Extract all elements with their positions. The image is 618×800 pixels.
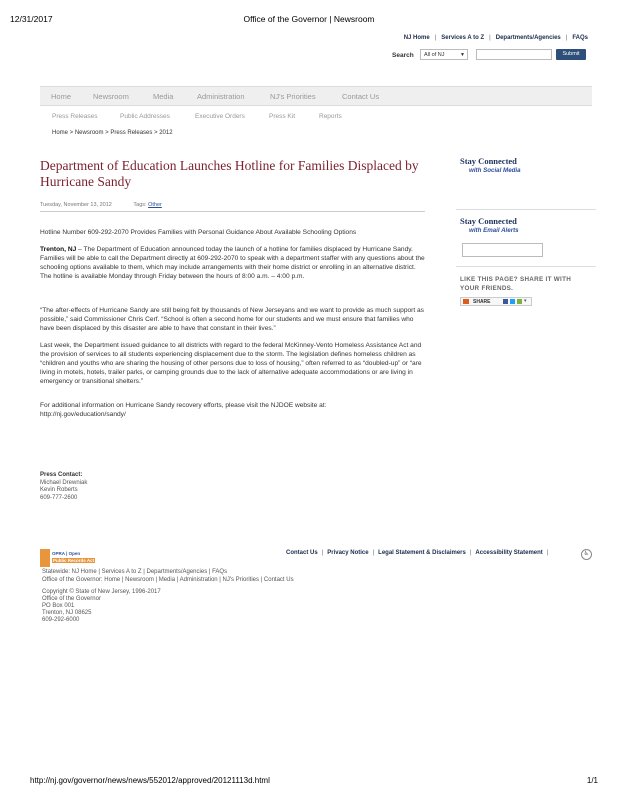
print-date: 12/31/2017 [10,14,53,24]
nav-item-home[interactable]: Home [51,92,72,101]
footer-nav-governor[interactable]: Office of the Governor: Home | Newsroom | Media | Administration | NJ's Priorities | Contact Us [42,576,294,583]
po-box: PO Box 001 [42,603,75,609]
opra-badge-icon [40,549,50,567]
share-icon [463,299,469,304]
separator: | [469,550,472,556]
opra-logo-text: OPRA | Open [52,551,81,556]
njdoe-link[interactable]: http://nj.gov/education/sandy/ [40,411,126,418]
opra-logo-text: Public Records Act [53,558,95,563]
footer-links [286,550,552,556]
twitter-icon [510,299,515,304]
article-subhead: Hotline Number 609-292-2070 Provides Families with Personal Guidance About Available Schooling Options [40,229,357,236]
copyright: Copyright © State of New Jersey, 1996-2017 [42,589,161,595]
article-paragraph [40,245,425,281]
separator: | [372,550,375,556]
tag-link-other[interactable]: Other [148,202,162,208]
subnav-reports[interactable]: Reports [319,113,342,120]
print-title: Office of the Governor | Newsroom [243,14,375,24]
tags-label: Tags: [133,202,147,208]
office-phone: 609-292-6000 [42,617,80,623]
email-alert-input[interactable] [462,243,543,257]
article-paragraph: “The after-effects of Hurricane Sandy are still being felt by thousands of New Jerseyans and we want to provide as much support as possible,” said Commissioner Chris Cerf. “School is often a second home for our students and we must ensure that families who have been displaced by this disaster are able to have that constant in their lives.” [40,307,424,332]
separator: | [434,35,437,41]
dateline: Trenton, NJ [40,246,77,253]
search-scope-select[interactable] [420,49,468,60]
utility-link-nj-home[interactable]: NJ Home [403,35,430,41]
page-title: Department of Education Launches Hotline for Families Displaced by Hurricane Sandy [40,158,419,189]
divider [40,211,425,212]
article-date: Tuesday, November 13, 2012 [40,202,112,208]
footer-nav-statewide[interactable]: Statewide: NJ Home | Services A to Z | Departments/Agencies | FAQs [42,569,228,575]
footer-link-accessibility[interactable]: Accessibility Statement [475,550,543,556]
utility-link-departments[interactable]: Departments/Agencies [495,35,561,41]
accessibility-icon[interactable]: ♿ [581,549,592,560]
article-paragraph: For additional information on Hurricane Sandy recovery efforts, please visit the NJDOE website at: [40,402,327,409]
contact-phone: 609-777-2600 [40,494,78,501]
subnav-press-releases[interactable]: Press Releases [52,113,98,120]
chevron-down-icon: ▼ [460,52,465,58]
stay-connected-email-title: Stay Connected [460,216,517,226]
opra-logo[interactable] [40,549,95,567]
footer-link-legal[interactable]: Legal Statement & Disclaimers [378,550,466,556]
contact-name: Kevin Roberts [40,487,78,493]
share-label: SHARE [473,299,491,305]
nav-item-media[interactable]: Media [153,92,174,101]
article-paragraph: Last week, the Department issued guidance to all districts with regard to the federal McKinney-Vento Homeless Assistance Act and the provision of services to all students experiencing displacement due to the storm. The legislation defines homeless children as “children and youths who are sharing the housing of other persons due to loss of housing,” often referred to as “doubled-up” or “are living in motels, hotels, trailer parks, or camping grounds due to the lack of alternative adequate accommodations or are living in emergency or transitional shelters.” [40,342,422,385]
footer-link-contact[interactable]: Contact Us [286,550,318,556]
subnav-public-addresses[interactable]: Public Addresses [120,113,170,120]
search-input[interactable] [476,49,552,60]
footer-address [42,589,161,624]
stay-connected-social-title: Stay Connected [460,156,517,166]
search-label: Search [392,52,414,59]
subnav-press-kit[interactable]: Press Kit [269,113,296,120]
footer-link-privacy[interactable]: Privacy Notice [327,550,369,556]
nav-item-administration[interactable]: Administration [197,92,245,101]
share-prompt: LIKE THIS PAGE? SHARE IT WITH YOUR FRIENDS. [460,276,572,292]
main-nav [40,86,592,106]
utility-link-faqs[interactable]: FAQs [572,35,588,41]
share-button[interactable] [460,297,532,306]
utility-link-services[interactable]: Services A to Z [441,35,485,41]
search-scope-value: All of NJ [424,52,445,58]
nav-item-newsroom[interactable]: Newsroom [93,92,129,101]
contact-name: Michael Drewniak [40,479,88,486]
nav-item-priorities[interactable]: NJ's Priorities [270,92,316,101]
stay-connected-social-sub[interactable]: with Social Media [469,167,521,174]
nav-item-contact[interactable]: Contact Us [342,92,380,101]
separator: | [489,35,491,41]
chevron-down-icon: ▾ [524,298,527,304]
office-name: Office of the Governor [42,596,101,602]
facebook-icon [503,299,508,304]
email-icon [517,299,522,304]
search-bar [392,49,592,63]
separator: | [565,35,568,41]
article-paragraph-text: – The Department of Education announced today the launch of a hotline for families displaced by Hurricane Sandy. Families will be able to call the Department directly at 609-292-2070 to speak with a department staffer with any questions about the schooling options available to them, which may include arrangements with their home district or enrolling in an alternative district. The hotline is available Monday through Friday between the hours of 8:00 a.m. – 4:00 p.m. [40,246,425,280]
stay-connected-email-sub[interactable]: with Email Alerts [469,227,519,234]
press-contact-label: Press Contact: [40,472,83,478]
sidebar-divider [456,266,596,267]
search-submit-button[interactable]: Submit [556,49,586,60]
press-contact [40,472,87,502]
sidebar-divider [456,209,596,210]
separator: | [321,550,324,556]
print-url: http://nj.gov/governor/news/news/552012/approved/20121113d.html [30,776,270,785]
footer-nav [42,569,294,584]
breadcrumb[interactable]: Home > Newsroom > Press Releases > 2012 [52,130,173,136]
utility-nav [404,35,588,41]
print-page-number: 1/1 [586,776,598,785]
article-meta [40,202,162,208]
separator: | [546,550,549,556]
subnav-executive-orders[interactable]: Executive Orders [195,113,245,120]
city-zip: Trenton, NJ 08625 [42,610,92,616]
